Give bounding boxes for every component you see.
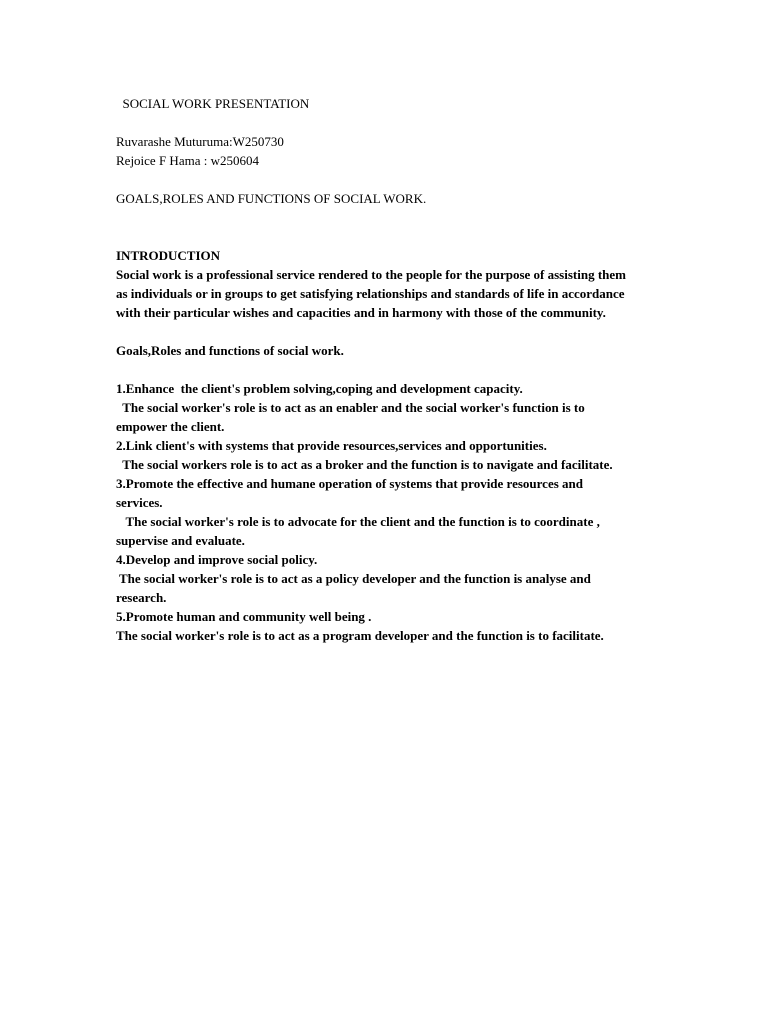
intro-line-1: Social work is a professional service rendered to the people for the purpose of assisting them (116, 267, 626, 282)
intro-line-2: as individuals or in groups to get satisfying relationships and standards of life in accordance (116, 286, 625, 301)
body-line-4: 2.Link client's with systems that provide resources,services and opportunities. (116, 438, 547, 453)
section-heading: Goals,Roles and functions of social work. (116, 343, 344, 358)
spacer (116, 113, 656, 132)
body-line-1: 1.Enhance the client's problem solving,coping and development capacity. (116, 381, 523, 396)
spacer (116, 360, 656, 379)
document-title: SOCIAL WORK PRESENTATION (116, 96, 310, 111)
body-line-3: empower the client. (116, 419, 225, 434)
document-page (116, 94, 656, 645)
author-line-2: Rejoice F Hama : w250604 (116, 153, 259, 168)
author-line-1: Ruvarashe Muturuma:W250730 (116, 134, 284, 149)
spacer (116, 208, 656, 246)
body-line-6: 3.Promote the effective and humane operation of systems that provide resources and (116, 476, 583, 491)
body-line-10: 4.Develop and improve social policy. (116, 552, 318, 567)
body-line-14: The social worker's role is to act as a program developer and the function is to facilitate. (116, 628, 604, 643)
body-line-2: The social worker's role is to act as an enabler and the social worker's function is to (116, 400, 585, 415)
intro-heading: INTRODUCTION (116, 248, 221, 263)
body-line-12: research. (116, 590, 167, 605)
document-topic: GOALS,ROLES AND FUNCTIONS OF SOCIAL WORK. (116, 191, 427, 206)
body-line-13: 5.Promote human and community well being . (116, 609, 372, 624)
body-line-7: services. (116, 495, 163, 510)
spacer (116, 170, 656, 189)
body-line-11: The social worker's role is to act as a policy developer and the function is analyse and (116, 571, 591, 586)
body-line-5: The social workers role is to act as a broker and the function is to navigate and facilitate. (116, 457, 613, 472)
spacer (116, 322, 656, 341)
body-line-9: supervise and evaluate. (116, 533, 245, 548)
intro-line-3: with their particular wishes and capacities and in harmony with those of the community. (116, 305, 606, 320)
body-line-8: The social worker's role is to advocate for the client and the function is to coordinate , (116, 514, 600, 529)
